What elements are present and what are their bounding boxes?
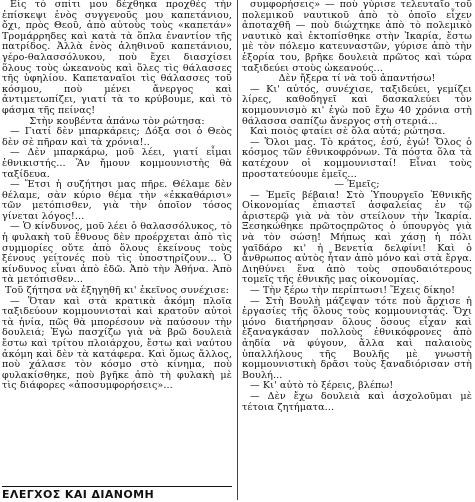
column-divider (237, 0, 238, 500)
paragraph: Εἰς τὸ σπίτι μου δέχθηκα προχθὲς τὴν ἐπίσκεψι ἑνὸς συγγενοῦς μου καπετάνιου, ὄχι, πρὸς Θεοῦ, ἀπὸ αὐτοὺς τοὺς «καπετάν» Τρομάρρηδες καὶ κατὰ τὰ ὅπλα ἐναντίον τῆς πατρίδος. Ἀλλὰ ἑνὸς ἀληθινοῦ καπετάνιου, γέρο-θαλασσόλυκου, ποὺ ἔχει διασχίσει ὅλους τοὺς ὠκεανοὺς καὶ ὅλες τὶς θάλασσες τῆς ὑφηλίου. Καπεταναῖοι τὶς θάλασσες τοῦ κόσμου, ποὺ μένει ἄνεργος καὶ ἀντιμετωπίζει, γιατί τὰ το κρύβουμε, καὶ τὸ φάσμα τῆς πείνας! (2, 0, 232, 116)
paragraph: — Ἐμεῖς βέβαια! Στὸ Ὑπουργεῖο Ἐθνικῆς Οἰκονομίας ἐπιαστεῖ ἀσφαλείας ἐν τῷ ἀριστερῷ γιὰ νὰ τὸν στείλουν τὴν Ἰκαρία. Ξεσηκώθηκε πρῶτοςπρῶτος ὁ ὑπουργὸς γιὰ νὰ τὸν σώσῃ! Μήπως καὶ χάσῃ ἡ πόλι γαϊδάρο κι' ἡ Βενετία δελφίνι! Καὶ ὁ ἄνθρωπος αὐτὸς ἦταν ἀπὸ μόνο καὶ στὰ ἔργα. Διηθύνει ἕνα ἀπὸ τοὺς σπουδαιότερους τομεῖς τῆς ἐθνικῆς μας οἰκονομίας. (242, 189, 472, 286)
paragraph: Καὶ ποιὸς φταίει σὲ ὅλα αὐτά; ρώτησα. (250, 126, 446, 138)
paragraph: — Κι' αὐτὸ τὸ ξέρεις, βλέπω! (250, 380, 394, 392)
paragraph: — Δὲν μπαρκάρω, μοῦ λέει, γιατί εἶμαι ἐθνικιστής... Ἂν ἤμουν κομμουνιστὴς θὰ ταξίδευα. (2, 147, 232, 180)
paragraph: — Ὅλοι μας. Τὸ κράτος, ἐσύ, ἐγώ! Ὅλος ὁ κόσμος τῶν ἐθνικοφρόνων. Τὰ πόστα ὅλα τὰ κατέχουν οἱ κομμουνισταί! Εἶναι τοὺς προστατεύουμε ἐμεῖς... (242, 136, 472, 180)
paragraph: — Δὲν ἔχω δουλειὰ καὶ ἀσχολοῦμαι μὲ τέτοια ζητήματα... (242, 390, 472, 413)
paragraph: — Ἐμεῖς; (334, 179, 380, 191)
paragraph: — Ἔτσι ἡ συζήτησι μας πῆρε. Θέλαμε δὲν θέλαμε, σὰν κύριο θέμα τὴν «ἐκκαθάρισι» τῶν μετόπισθεν, γιὰ τὴν ὁποῖον τόσος γίνεται λόγος!... (2, 179, 232, 222)
paragraph: Τοῦ ζήτησα νὰ ἐξηγηθῆ κι' ἐκεῖνος συνέχισε: (5, 285, 229, 297)
paragraph: — Γιατί δὲν μπαρκάρεις; Δόξα σοι ὁ Θεὸς δὲν σὲ πῆραν καὶ τὰ χρόνια!.. (2, 126, 232, 148)
paragraph: — Στὴ Βουλὴ μάζεψαν τότε ποὺ ἄρχισε ἡ ἐργασίες τῆς ὅλους τοὺς κομμουνιστάς. Ὄχι μόνο διατήρησαν ὅλους ὅσους εἶχαν καὶ ἐξαναγκάσαν πολλοὺς ἐθνικόφρονες ἀπὸ ἀηδία νὰ φύγουν, ἄλλα καὶ παλαιοὺς ὑπαλλήλους τῆς Βουλῆς μὲ γνωστὴ κομμουνιστικὴ δρᾶσι τοὺς ξαναδιόρισαν στὴ Βουλή... (242, 295, 472, 381)
paragraph: Δὲν ἤξερα τί νὰ τοῦ ἀπαντήσω! (278, 73, 436, 85)
paragraph: — Ὁ κίνδυνος, μοῦ λέει ὁ θαλασσόλυκος, τὸ ἡ φυλακὴ τοῦ ἔθνους δὲν προέρχεται ἀπὸ τὶς συμμορίες οὔτε ἀπὸ ὅλους ἐκείνους τοὺς ξένους γείτονές ποὺ τὶς ὑποστηρίζουν... Ὁ κίνδυνος εἶναι ἀπὸ ἐδῶ. Ἀπὸ τὴν Ἀθήνα. Ἀπὸ τὰ μετόπισθεν... (2, 221, 232, 286)
paragraph: — Ὅταν καὶ στὰ κρατικὰ ἀκόμη πλοῖα ταξιδεύουν κομμουνισταὶ καὶ κρατοῦν αὐτοὶ τὰ ἡνία, πῶς θὰ μπορέσουν νὰ παύσουν τὴν δουλειά; Ἐγὼ πασχίζω γιὰ νὰ βρῶ δουλειὰ ἔστω καὶ τρίτου πλοιάρχου, ἔστω καὶ ναύτου ἀκόμη καὶ δὲν τὰ κατάφερα. Καὶ ὅμως ἄλλος, ποὺ χάλασε τὸν κόσμο στὸ κίνημα, ποὺ φυλακίσθηκε, ποὺ βγῆκε ἀπὸ τὴ φυλακὴ μὲ τὶς διάφορες «ἀποσυμφορήσεις»... (2, 295, 232, 392)
paragraph: — Κι' αὐτός, συνέχισε, ταξιδεύει, γεμίζει λίρες, καθοδηγεῖ καὶ δασκαλεύει τὸν κομμουνισμὸ κι' ἐγὼ ποῦ ἔχω 40 χρόνια στὴ θάλασσα σαπίζω ἄνεργος στὴ στεριά... (242, 83, 472, 127)
article-column-right (242, 0, 472, 500)
paragraph: συμφορήσεις» — ποὺ γύρισε τελευταῖο τοῦ πολεμικοῦ ναυτικοῦ ἀπὸ τὸ ὁποῖο εἶχεν ἀποταχθῆ — ποὺ διώχτηκε ἀπὸ τὸ πολεμικὸ ναυτικὸ καὶ ἐκτοπίσθηκε στὴν Ἰκαρία, ἔστω μὲ τὸν πόλεμο κατευναστῶν, γύρισε ἀπὸ τὴν ἐξορία του, βρῆκε δουλειὰ πρῶτος καὶ τώρα ταξιδεύει στοὺς ὠκεανούς... (242, 0, 472, 74)
article-column-left (2, 0, 232, 500)
paragraph: Στὴν κουβέντα ἀπάνω τὸν ρώτησα: (29, 115, 205, 127)
section-heading: ΕΛΕΓΧΟΣ ΚΑΙ ΔΙΑΝΟΜΗ (2, 486, 232, 502)
paragraph: — Τὴν ξέρω τὴν περίπτωσι! Ἔχεις δίκηο! (250, 285, 456, 297)
